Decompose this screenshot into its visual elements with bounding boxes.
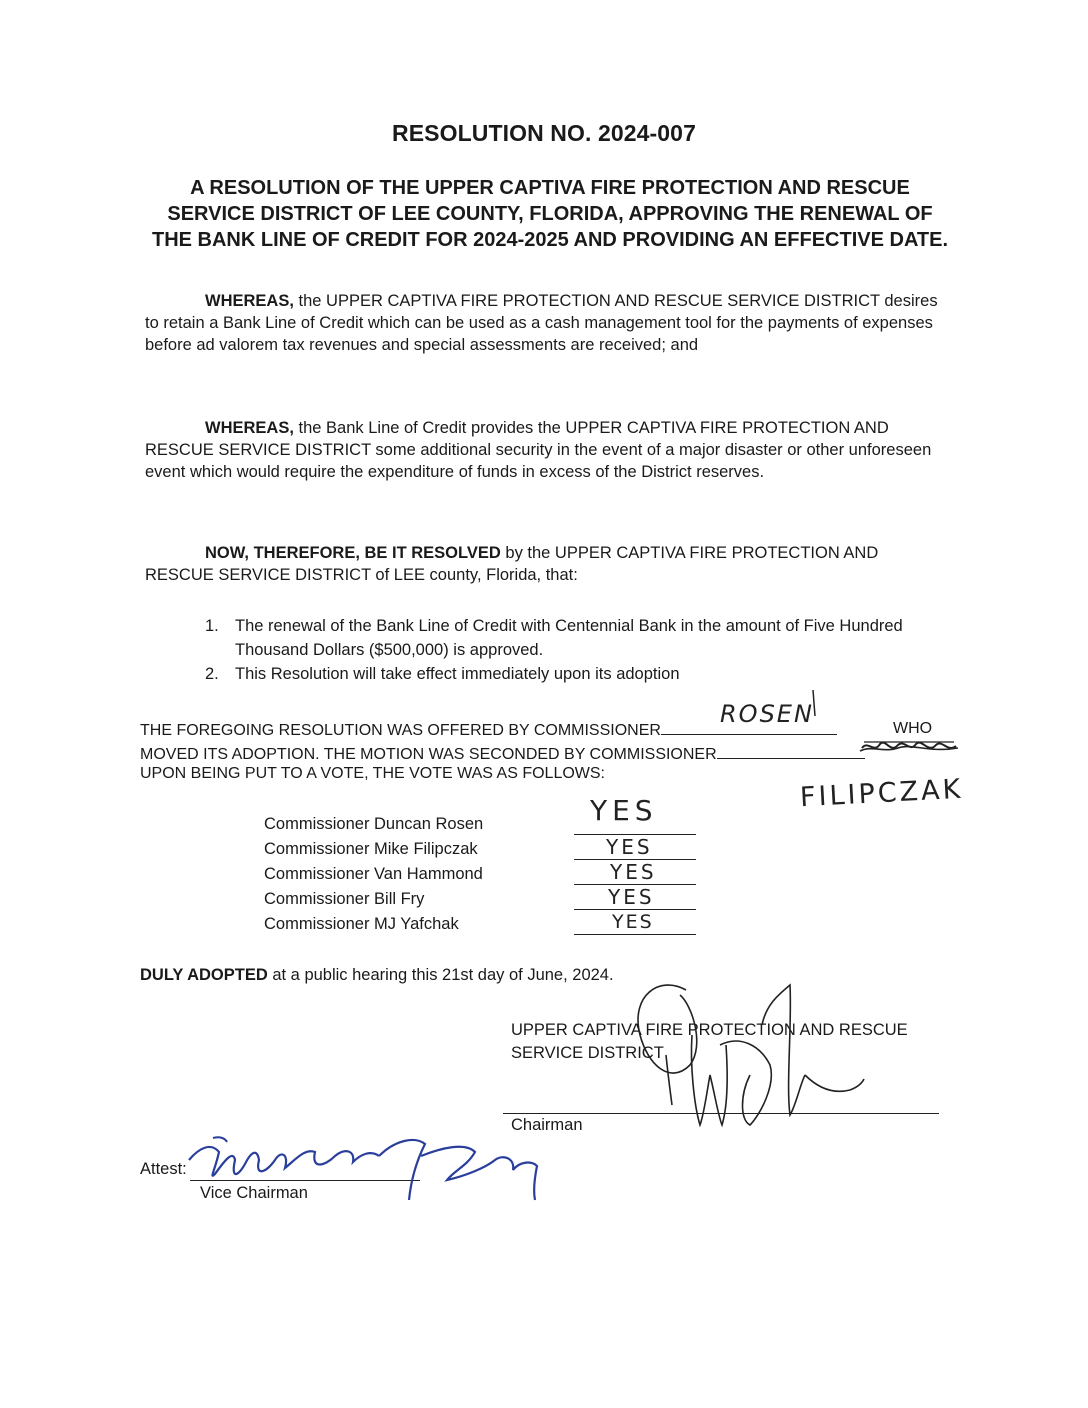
vote-value: YES <box>606 835 653 859</box>
motion-line-2: MOVED ITS ADOPTION. THE MOTION WAS SECONDED BY COMMISSIONER <box>140 740 865 766</box>
chairman-label: Chairman <box>511 1116 583 1134</box>
motion-who: WHO <box>893 720 933 737</box>
whereas-lead: WHEREAS, <box>205 419 294 437</box>
whereas-text: the UPPER CAPTIVA FIRE PROTECTION AND RESCUE SERVICE DISTRICT desires to retain a Bank Line of Credit which can be used as a cash management tool for the payments of expenses before ad valorem tax revenues and special assessments are received; and <box>145 292 938 354</box>
district-block: UPPER CAPTIVA FIRE PROTECTION AND RESCUE SERVICE DISTRICT <box>511 1021 908 1062</box>
resolution-title: RESOLUTION NO. 2024-007 <box>392 120 696 146</box>
vice-chairman-signature-icon <box>185 1130 565 1210</box>
resolution-items <box>200 614 940 686</box>
resolved-paragraph <box>145 542 945 586</box>
whereas-paragraph-2 <box>145 417 945 483</box>
vote-value: YES <box>610 860 657 884</box>
chairman-signature-icon <box>600 965 880 1145</box>
handwritten-offered-by: ROSEN <box>720 700 814 728</box>
crossed-out-name-icon <box>858 736 962 758</box>
vote-value: YES <box>590 794 658 827</box>
motion-line-1: THE FOREGOING RESOLUTION WAS OFFERED BY COMMISSIONER <box>140 716 837 742</box>
attest-label: Attest: <box>140 1160 187 1178</box>
motion-line-3: UPON BEING PUT TO A VOTE, THE VOTE WAS AS FOLLOWS: <box>140 765 605 782</box>
whereas-paragraph-1 <box>145 290 945 356</box>
resolution-subtitle: A RESOLUTION OF THE UPPER CAPTIVA FIRE PROTECTION AND RESCUE SERVICE DISTRICT OF LEE COUNTY, FLORIDA, APPROVING THE RENEWAL OF THE BANK LINE OF CREDIT FOR 2024-2025 AND PROVIDING AN EFFECTIVE DATE. <box>151 177 949 251</box>
list-item: 2. This Resolution will take effect immediately upon its adoption <box>205 665 680 683</box>
vote-value: YES <box>612 911 654 933</box>
whereas-text: the Bank Line of Credit provides the UPPER CAPTIVA FIRE PROTECTION AND RESCUE SERVICE DISTRICT some additional security in the event of a major disaster or other unforeseen event which would require the expenditure of funds in excess of the District reserves. <box>145 419 932 481</box>
resolved-text: by the UPPER CAPTIVA FIRE PROTECTION AND RESCUE SERVICE DISTRICT of LEE county, Florida, that: <box>145 544 879 584</box>
seconded-by-blank <box>717 740 865 759</box>
list-item: 1. The renewal of the Bank Line of Credit with Centennial Bank in the amount of Five Hundred Thousand Dollars ($500,000) is approved. <box>205 617 903 659</box>
resolved-lead: NOW, THEREFORE, BE IT RESOLVED <box>205 544 501 562</box>
adopted-statement: DULY ADOPTED at a public hearing this 21st day of June, 2024. <box>140 966 614 984</box>
pen-stroke-icon <box>810 688 820 718</box>
resolution-page: RESOLUTION NO. 2024-007 A RESOLUTION OF THE UPPER CAPTIVA FIRE PROTECTION AND RESCUE SERVICE DISTRICT OF LEE COUNTY, FLORIDA, APPROVING THE RENEWAL OF THE BANK LINE OF CREDIT FOR 2024-2025 AND PROVIDING AN EFFECTIVE DATE. WHEREAS, the UPPER CAPTIVA FIRE PROTECTION AND RESCUE SERVICE DISTRICT desires to retain a Bank Line of Credit which can be used as a cash management tool for the payments of expenses before ad valorem tax revenues and special assessments are received; and WHEREAS, the Bank Line of Credit provides the UPPER CAPTIVA FIRE PROTECTION AND RESCUE SERVICE DISTRICT some additional security in the event of a major disaster or other unforeseen event which would require the expenditure of funds in excess of the District reserves. NOW, THEREFORE, BE IT RESOLVED by the UPPER CAPTIVA FIRE PROTECTION AND RESCUE SERVICE DISTRICT of LEE county, Florida, that: 1. The renewal of the Bank Line of Credit with Centennial Bank in the amount of Five Hundred Thousand Dollars ($500,000) is approved. 2. This Resolution will take effect immediately upon its adoption THE FOREGOING RESOLUTION WAS OFFERED BY COMMISSIONER WHO MOVED ITS ADOPTION. THE MOTION WAS SECONDED BY COMMISSIONER UPON BEING PUT TO A VOTE, THE VOTE WAS AS FOLLOWS: ROSEN FILIPCZAK Commissioner Duncan Rosen YES Commissioner Mike Filipczak YES Commissioner Van Hammond YES Commissioner Bill Fry YES Commissioner MJ Yafchak YES DULY ADOPTED at a public hearing this 21st day of June, 2024. UPPER CAPTIVA FIRE PROTECTION AND RESCUE SERVICE DISTRICT Chairman Attest: Vice Chairman <box>0 0 1088 1408</box>
whereas-lead: WHEREAS, <box>205 292 294 310</box>
handwritten-seconded-by: FILIPCZAK <box>799 773 965 814</box>
vote-value: YES <box>608 885 655 909</box>
vice-chairman-label: Vice Chairman <box>200 1184 308 1202</box>
